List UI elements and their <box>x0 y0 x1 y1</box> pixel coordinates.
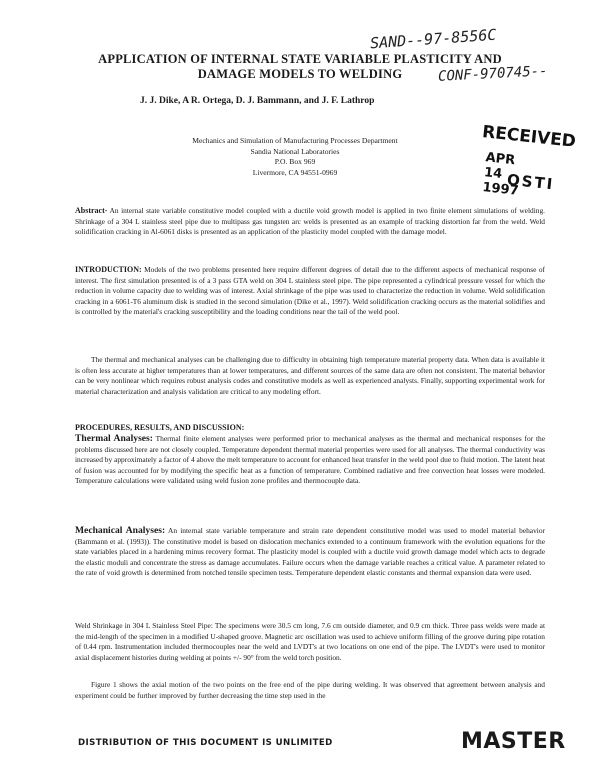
stamp-received: RECEIVED <box>481 122 577 152</box>
paper-title <box>40 52 560 82</box>
affiliation-line-3: P.O. Box 969 <box>274 157 316 166</box>
title-line-1: APPLICATION OF INTERNAL STATE VARIABLE PLASTICITY AND <box>98 52 502 66</box>
figure-discussion-paragraph: Figure 1 shows the axial motion of the two points on the free end of the pipe during welding. It was observed that agreement between analysis and experiment could be further improved by further decreasing the time step used in the <box>75 680 545 700</box>
thermal-mechanical-paragraph: The thermal and mechanical analyses can be challenging due to difficulty in obtaining high temperature material property data. When data is available it is often less accurate at higher temperatures than at lower temperatures, and different sources of the same data are often not consistent. The material behavior can be very nonlinear which requires robust analysis codes and constitutive models as well as experienced analysts. Finally, supporting experimental work for material characterization and analysis validation are critical to any modeling effort. <box>75 355 545 396</box>
report-number-handwritten: SAND--97-8556C <box>369 25 497 53</box>
affiliation-line-1: Mechanics and Simulation of Manufacturing Processes Department <box>192 136 398 145</box>
distribution-statement: DISTRIBUTION OF THIS DOCUMENT IS UNLIMITED <box>78 738 333 748</box>
affiliation-line-4: Livermore, CA 94551-0969 <box>252 167 338 177</box>
affiliation-line-2: Sandia National Laboratories <box>250 146 340 156</box>
procedures-heading: PROCEDURES, RESULTS, AND DISCUSSION: <box>75 423 245 432</box>
abstract-paragraph <box>75 206 545 238</box>
master-stamp: MASTER <box>461 729 566 754</box>
stamp-osti: OSTI <box>506 170 556 194</box>
mechanical-analyses-label: Mechanical Analyses: <box>75 525 166 536</box>
introduction-paragraph <box>75 265 545 318</box>
thermal-analyses-paragraph <box>75 434 545 487</box>
thermal-analyses-label: Thermal Analyses: <box>75 433 153 444</box>
mechanical-analyses-text: An internal state variable temperature and strain rate dependent constitutive model was used to model material behavior (Bammann et al. (1993)). The constitutive model is based on dislocation mechanics extended to a continuum framework with the evolution equations for the state variables placed in a hardening minus recovery format. The plasticity model is coupled with a ductile void growth damage model which acts to degrade the elastic moduli and concentrate the stress as damage accumulates. Failure occurs when the damage variable reaches a critical value. A parameter related to the rate of void growth is determined from notched tensile specimen tests. Temperature dependent elastic constants and thermal expansion data were used. <box>75 526 545 577</box>
abstract-label: Abstract- <box>75 206 108 215</box>
introduction-text: Models of the two problems presented here require different degrees of detail due to the different aspects of mechanical response of interest. The first simulation presented is of a 3 pass GTA weld on 304 L stainless steel pipe. The pipe represented a cylindrical pressure vessel for which the reduction in volume capacity due to welding was of interest. Axial shrinkage of the pipe was used to characterize the reduction in volume. Weld solidification cracking in a 6061-T6 aluminum disk is studied in the second simulation (Dike et al., 1997). Weld solidification cracking occurs as the material solidifies and is controlled by the material's cracking susceptibility and the loading conditions near the tail of the weld pool. <box>75 265 545 316</box>
stamp-date: APR 14 1997 <box>481 150 520 199</box>
conf-number-handwritten: CONF-970745-- <box>437 63 548 85</box>
affiliation-block <box>150 136 440 178</box>
author-list: J. J. Dike, A R. Ortega, D. J. Bammann, and J. F. Lathrop <box>140 96 375 106</box>
introduction-label: INTRODUCTION: <box>75 265 142 274</box>
mechanical-analyses-paragraph <box>75 526 545 579</box>
title-line-2: DAMAGE MODELS TO WELDING <box>197 67 403 81</box>
abstract-text: An internal state variable constitutive model coupled with a ductile void growth model is applied in two finite element simulations of welding. Shrinkage of a 304 L stainless steel pipe due to multipass gas tungsten arc welds is presented as an example of tracking distortion far from the weld. Weld solidification cracking in Al-6061 disks is presented as an application of the plasticity model coupled with the damage model. <box>75 206 545 236</box>
weld-shrinkage-paragraph: Weld Shrinkage in 304 L Stainless Steel Pipe: The specimens were 30.5 cm long, 7.6 cm outside diameter, and 0.9 cm thick. Three pass welds were made at the mid-length of the specimen in a modified U-shaped groove. Magnetic arc oscillation was used to achieve uniform filling of the groove during pipe rotation of 0.44 rpm. Instrumentation included thermocouples near the weld and LVDT's at two locations on one end of the pipe. The LVDT's were used to monitor axial displacement histories during welding at points +/- 90° from the weld torch position. <box>75 621 545 662</box>
thermal-analyses-text: Thermal finite element analyses were performed prior to mechanical analyses as the thermal and mechanical responses for the problems discussed here are not closely coupled. Temperature dependent thermal material properties were used for all analyses. The thermal conductivity was increased by approximately a factor of 4 above the melt temperature to account for enhanced heat transfer in the weld pool due to fluid motion. The latent heat of fusion was accounted for by modifying the specific heat as a function of temperature. Combined radiative and free convection heat losses were modeled. Temperature calculations were validated using weld fusion zone profiles and thermocouple data. <box>75 434 545 485</box>
